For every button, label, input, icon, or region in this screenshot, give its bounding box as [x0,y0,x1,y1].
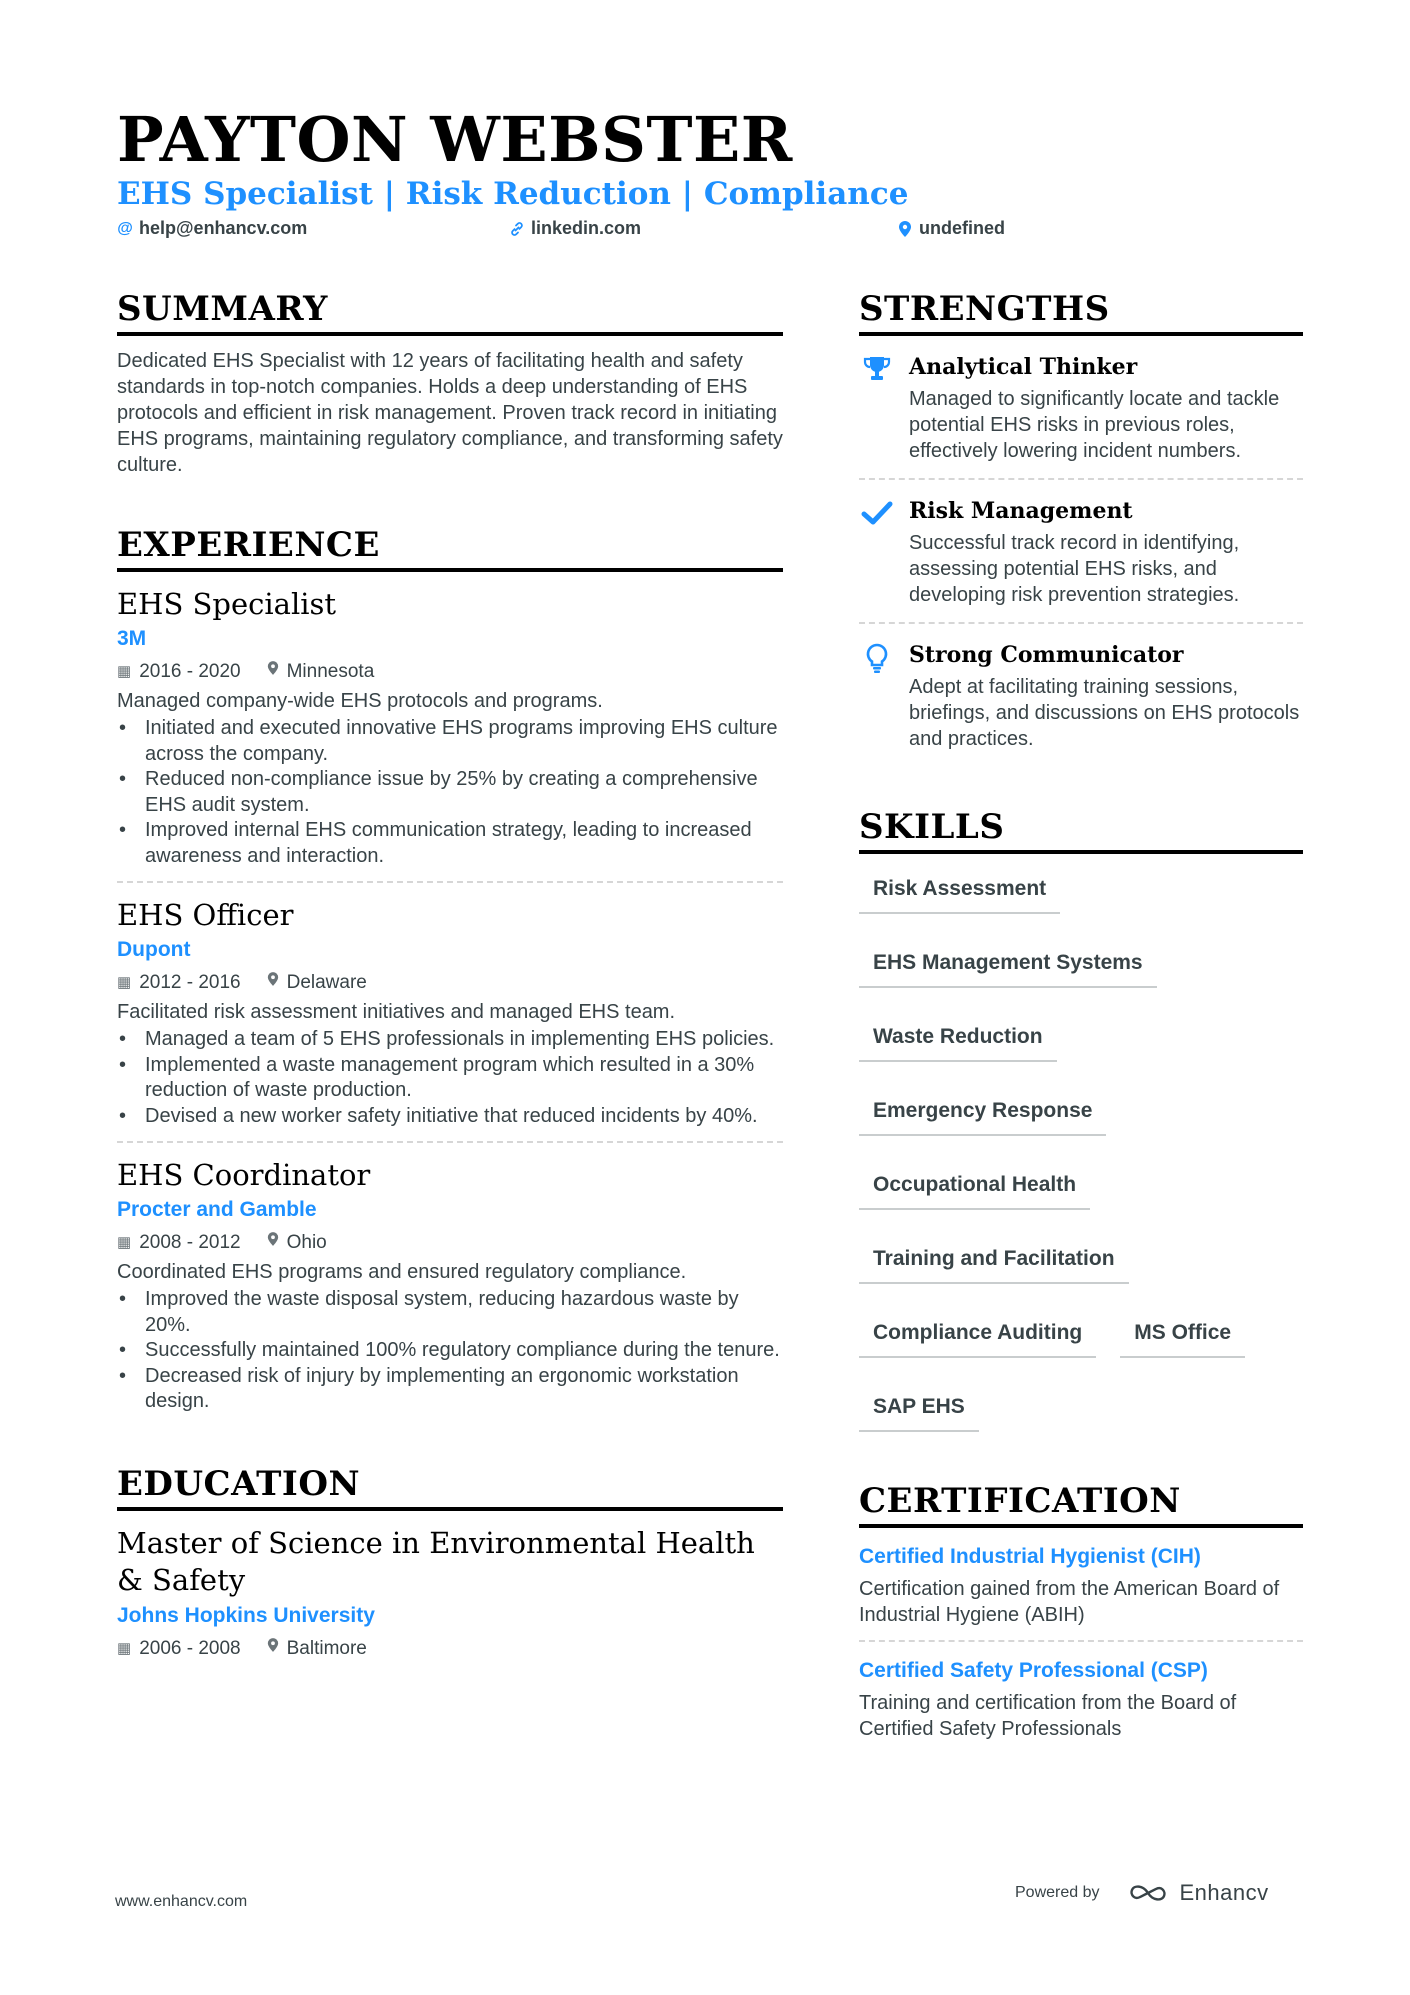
skill-tag: Occupational Health [859,1164,1090,1210]
education-entry [117,1511,783,1675]
certification-item [859,1528,1303,1642]
certification-heading: CERTIFICATION [859,1480,1303,1528]
skill-tag: Emergency Response [859,1090,1106,1136]
job-meta [117,969,783,997]
certification-description: Training and certification from the Board of Certified Safety Professionals [859,1692,1237,1740]
job-dates: 2012 - 2016 [139,972,241,993]
summary-text: Dedicated EHS Specialist with 12 years of facilitating health and safety standards in top-notch companies. Holds a deep understanding of EHS protocols and efficient in risk management. Proven track record in initiating EHS programs, maintaining regulatory compliance, and transforming safety culture. [117,350,783,476]
contact-linkedin[interactable] [509,218,641,239]
summary-section [117,288,783,478]
skill-tag: Waste Reduction [859,1016,1057,1062]
job-bullet: • Initiated and executed innovative EHS programs improving EHS culture across the company. [117,716,783,767]
skills-section [859,806,1303,1432]
skill-tag: Risk Assessment [859,868,1060,914]
certification-item [859,1642,1303,1754]
education-section [117,1463,783,1675]
company-name: Procter and Gamble [117,1198,317,1221]
job-title: EHS Specialist [117,587,337,621]
left-column [117,288,783,1675]
job-bullet: • Improved the waste disposal system, reducing hazardous waste by 20%. [117,1287,783,1338]
experience-heading: EXPERIENCE [117,524,783,572]
education-meta [117,1635,783,1663]
strength-description: Managed to significantly locate and tackle potential EHS risks in previous roles, effectively lowering incident numbers. [909,388,1280,462]
candidate-name: PAYTON WEBSTER [117,103,793,176]
enhancv-logo[interactable] [1126,1880,1269,1906]
job-bullet: • Decreased risk of injury by implementing an ergonomic workstation design. [117,1364,783,1415]
job-bullet: • Improved internal EHS communication strategy, leading to increased awareness and interaction. [117,818,783,869]
calendar-icon: ▦ [117,1234,132,1251]
job-meta [117,658,783,686]
job-bullet: • Managed a team of 5 EHS professionals in implementing EHS policies. [117,1027,783,1053]
job-title: EHS Coordinator [117,1158,371,1192]
degree-title: Master of Science in Environmental Health & Safety [117,1525,755,1597]
education-dates: 2006 - 2008 [139,1637,241,1659]
job-bullets [117,1027,783,1129]
link-icon [509,221,525,237]
location-pin-icon [897,220,913,238]
certification-section [859,1480,1303,1754]
powered-by-text: Powered by [1015,1884,1100,1901]
certification-description: Certification gained from the American Board of Industrial Hygiene (ABIH) [859,1578,1280,1626]
strength-title: Risk Management [909,498,1133,524]
skills-heading: SKILLS [859,806,1303,854]
job-bullet: • Implemented a waste management program which resulted in a 30% reduction of waste production. [117,1053,783,1104]
calendar-icon: ▦ [117,974,132,991]
job-description: Facilitated risk assessment initiatives and managed EHS team. [117,1001,676,1023]
company-name: Dupont [117,938,191,961]
strength-body [909,640,1303,752]
job-location: Minnesota [286,661,375,682]
at-sign-icon: @ [117,219,133,237]
job-bullet: • Devised a new worker safety initiative that reduced incidents by 40%. [117,1104,783,1130]
location-pin-icon [267,1229,279,1257]
experience-section [117,524,783,1427]
job-dates: 2016 - 2020 [139,661,241,682]
skill-tag: MS Office [1120,1312,1245,1358]
summary-heading: SUMMARY [117,288,783,336]
skill-tag: SAP EHS [859,1386,979,1432]
lightbulb-icon [859,640,895,752]
job-description: Managed company-wide EHS protocols and programs. [117,690,603,712]
job-location: Delaware [286,972,367,993]
contact-linkedin-text: linkedin.com [531,218,642,238]
right-column [859,288,1303,1754]
job-bullets [117,1287,783,1415]
job-bullet: • Successfully maintained 100% regulatory compliance during the tenure. [117,1338,783,1364]
candidate-title: EHS Specialist | Risk Reduction | Compliance [117,176,909,212]
skills-list [859,854,1303,1432]
strengths-heading: STRENGTHS [859,288,1303,336]
experience-entry [117,572,783,883]
strength-item [859,624,1303,766]
job-bullets [117,716,783,869]
job-dates: 2008 - 2012 [139,1232,241,1253]
company-name: 3M [117,627,147,650]
contact-email-text: help@enhancv.com [139,218,308,238]
job-meta [117,1229,783,1257]
job-bullet: • Reduced non-compliance issue by 25% by creating a comprehensive EHS audit system. [117,767,783,818]
strength-title: Strong Communicator [909,642,1184,668]
experience-entry [117,883,783,1143]
footer-website[interactable]: www.enhancv.com [115,1893,248,1910]
contact-bar [117,218,1307,246]
strength-item [859,480,1303,624]
strength-item [859,336,1303,480]
strength-description: Successful track record in identifying, assessing potential EHS risks, and developing risk prevention strategies. [909,532,1240,606]
experience-entry [117,1143,783,1427]
calendar-icon: ▦ [117,663,132,680]
education-location: Baltimore [286,1637,367,1659]
school-name: Johns Hopkins University [117,1603,375,1627]
strength-body [909,496,1303,608]
education-heading: EDUCATION [117,1463,783,1511]
skill-tag: Training and Facilitation [859,1238,1129,1284]
contact-location [897,218,1005,239]
skill-tag: EHS Management Systems [859,942,1157,988]
job-location: Ohio [286,1232,327,1253]
location-pin-icon [267,1635,279,1663]
certification-title: Certified Industrial Hygienist (CIH) [859,1545,1201,1568]
footer-branding [1015,1880,1269,1906]
contact-email[interactable] [117,218,307,239]
job-title: EHS Officer [117,898,294,932]
checkmark-icon [859,496,895,608]
skill-tag: Compliance Auditing [859,1312,1096,1358]
contact-location-text: undefined [919,218,1005,238]
trophy-icon [859,352,895,464]
location-pin-icon [267,658,279,686]
strength-body [909,352,1303,464]
location-pin-icon [267,969,279,997]
job-description: Coordinated EHS programs and ensured regulatory compliance. [117,1261,687,1283]
calendar-icon: ▦ [117,1639,132,1657]
strength-title: Analytical Thinker [909,354,1138,380]
strength-description: Adept at facilitating training sessions, briefings, and discussions on EHS protocols and practices. [909,676,1300,750]
strengths-section [859,288,1303,766]
certification-title: Certified Safety Professional (CSP) [859,1659,1208,1682]
brand-name: Enhancv [1179,1880,1269,1905]
enhancv-logo-icon [1126,1881,1172,1905]
